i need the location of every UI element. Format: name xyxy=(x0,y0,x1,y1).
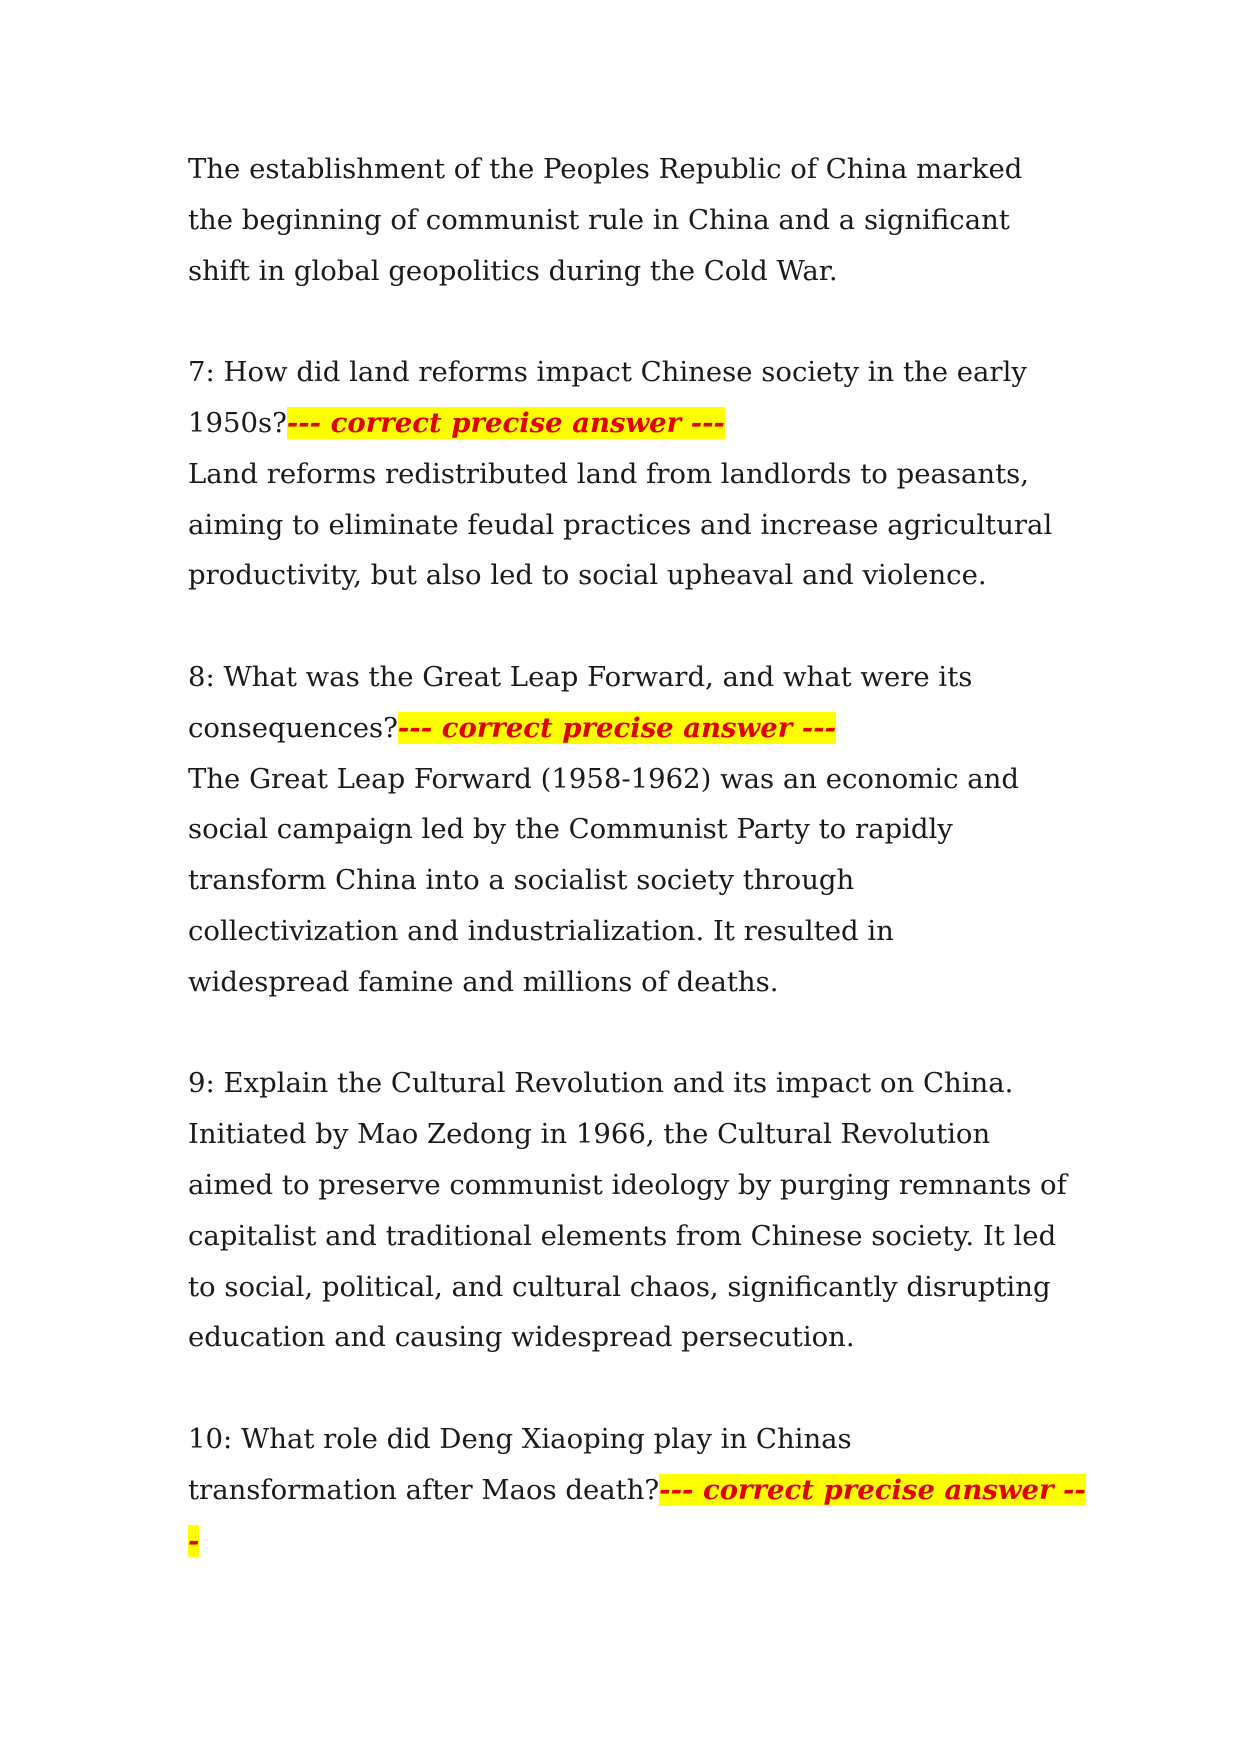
question-text: consequences? xyxy=(188,711,398,744)
answer-marker-highlight: --- correct precise answer -- xyxy=(659,1473,1086,1506)
question-text-end xyxy=(188,398,1068,449)
question-text: transformation after Maos death? xyxy=(188,1473,660,1506)
answer-text: collectivization and industrialization. It resulted in xyxy=(188,914,894,947)
answer-marker-highlight: --- correct precise answer --- xyxy=(397,711,837,744)
answer-text: transform China into a socialist society through xyxy=(188,864,855,897)
answer-text: widespread famine and millions of deaths. xyxy=(188,965,779,998)
answer-text: Initiated by Mao Zedong in 1966, the Cultural Revolution xyxy=(188,1118,991,1151)
answer-text: aimed to preserve communist ideology by purging remnants of xyxy=(188,1168,1067,1201)
text-line: The establishment of the Peoples Republic of China marked xyxy=(188,153,1023,185)
answer-text: The Great Leap Forward (1958-1962) was an economic and xyxy=(188,762,1019,795)
answer-text: Land reforms redistributed land from landlords to peasants, xyxy=(188,457,1030,490)
answer-text: aiming to eliminate feudal practices and increase agricultural xyxy=(188,508,1053,541)
answer-marker-highlight: - xyxy=(188,1524,200,1557)
answer-text: social campaign led by the Communist Party to rapidly xyxy=(188,813,953,846)
paragraph-gap xyxy=(188,1008,1068,1059)
answer-text: capitalist and traditional elements from Chinese society. It led xyxy=(188,1219,1057,1252)
question-text: 7: How did land reforms impact Chinese society in the early xyxy=(188,356,1027,389)
question-9 xyxy=(188,1058,1068,1363)
answer-text: to social, political, and cultural chaos, significantly disrupting xyxy=(188,1270,1051,1303)
question-8 xyxy=(188,652,1068,1008)
question-10 xyxy=(188,1414,1086,1566)
question-text: 9: Explain the Cultural Revolution and its impact on China. xyxy=(188,1067,1014,1100)
question-text: 8: What was the Great Leap Forward, and what were its xyxy=(188,660,973,693)
answer-text: productivity, but also led to social upheaval and violence. xyxy=(188,559,987,592)
document-page xyxy=(188,144,1086,1566)
intro-paragraph xyxy=(188,144,1068,296)
paragraph-gap xyxy=(188,296,1068,347)
text-line: the beginning of communist rule in China and a significant xyxy=(188,203,1010,236)
marker-continuation xyxy=(188,1516,1068,1567)
paragraph-gap xyxy=(188,1363,1068,1414)
question-text: 10: What role did Deng Xiaoping play in Chinas xyxy=(188,1422,852,1455)
question-text-end xyxy=(188,1465,1086,1516)
paragraph-gap xyxy=(188,601,1068,652)
answer-marker-highlight: --- correct precise answer --- xyxy=(286,406,725,439)
text-line: shift in global geopolitics during the Cold War. xyxy=(188,254,838,287)
question-7 xyxy=(188,347,1068,601)
answer-text: education and causing widespread persecution. xyxy=(188,1321,855,1354)
question-text-end xyxy=(188,703,1068,754)
question-text: 1950s? xyxy=(188,406,287,439)
